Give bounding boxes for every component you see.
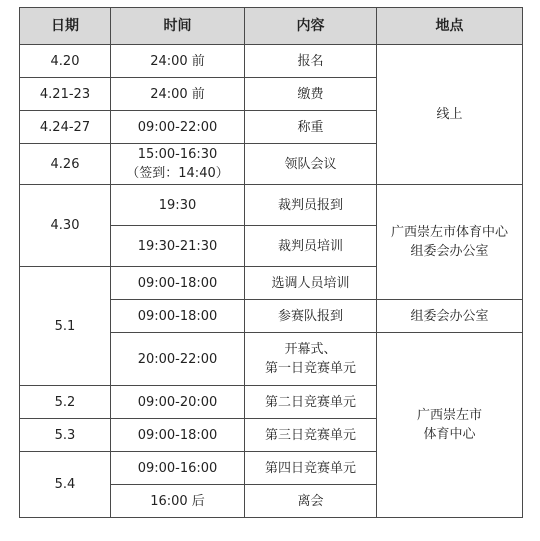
time-cell: 09:00-18:00 [111, 419, 245, 452]
date-cell: 4.20 [20, 45, 111, 78]
header-content: 内容 [245, 8, 377, 45]
time-cell [111, 144, 245, 185]
content-cell: 缴费 [245, 78, 377, 111]
place-line: 体育中心 [423, 427, 476, 442]
content-cell: 离会 [245, 485, 377, 518]
content-cell: 裁判员报到 [245, 185, 377, 226]
place-cell-online: 线上 [377, 45, 523, 185]
time-cell: 19:30 [111, 185, 245, 226]
table-header-row [20, 8, 523, 45]
time-cell: 09:00-22:00 [111, 111, 245, 144]
date-cell: 4.30 [20, 185, 111, 267]
place-cell-center-office [377, 185, 523, 300]
time-cell: 20:00-22:00 [111, 333, 245, 386]
date-cell: 4.24-27 [20, 111, 111, 144]
time-cell: 09:00-18:00 [111, 267, 245, 300]
table-row [20, 45, 523, 78]
time-cell: 09:00-18:00 [111, 300, 245, 333]
date-cell: 4.26 [20, 144, 111, 185]
date-cell: 5.3 [20, 419, 111, 452]
content-cell: 裁判员培训 [245, 226, 377, 267]
content-cell: 参赛队报到 [245, 300, 377, 333]
time-cell: 09:00-20:00 [111, 386, 245, 419]
date-cell: 5.1 [20, 267, 111, 386]
time-range: 15:00-16:30 [137, 147, 218, 162]
place-cell-office: 组委会办公室 [377, 300, 523, 333]
place-line: 广西崇左市体育中心 [390, 225, 508, 240]
schedule-table [19, 7, 523, 518]
time-cell: 19:30-21:30 [111, 226, 245, 267]
header-time: 时间 [111, 8, 245, 45]
content-cell: 报名 [245, 45, 377, 78]
table-row [20, 185, 523, 226]
content-cell: 称重 [245, 111, 377, 144]
place-line: 组委会办公室 [410, 244, 489, 259]
content-line: 开幕式、 [284, 342, 337, 357]
date-cell: 4.21-23 [20, 78, 111, 111]
content-cell: 第四日竞赛单元 [245, 452, 377, 485]
place-cell-center [377, 333, 523, 518]
time-cell: 24:00 前 [111, 45, 245, 78]
content-cell: 领队会议 [245, 144, 377, 185]
date-cell: 5.2 [20, 386, 111, 419]
date-cell: 5.4 [20, 452, 111, 518]
time-cell: 16:00 后 [111, 485, 245, 518]
time-cell: 09:00-16:00 [111, 452, 245, 485]
content-line: 第一日竞赛单元 [264, 361, 356, 376]
place-line: 广西崇左市 [416, 408, 482, 423]
content-cell: 第三日竞赛单元 [245, 419, 377, 452]
time-checkin-note: （签到：14:40） [126, 166, 229, 181]
header-place: 地点 [377, 8, 523, 45]
content-cell: 第二日竞赛单元 [245, 386, 377, 419]
time-cell: 24:00 前 [111, 78, 245, 111]
header-date: 日期 [20, 8, 111, 45]
content-cell: 选调人员培训 [245, 267, 377, 300]
content-cell [245, 333, 377, 386]
